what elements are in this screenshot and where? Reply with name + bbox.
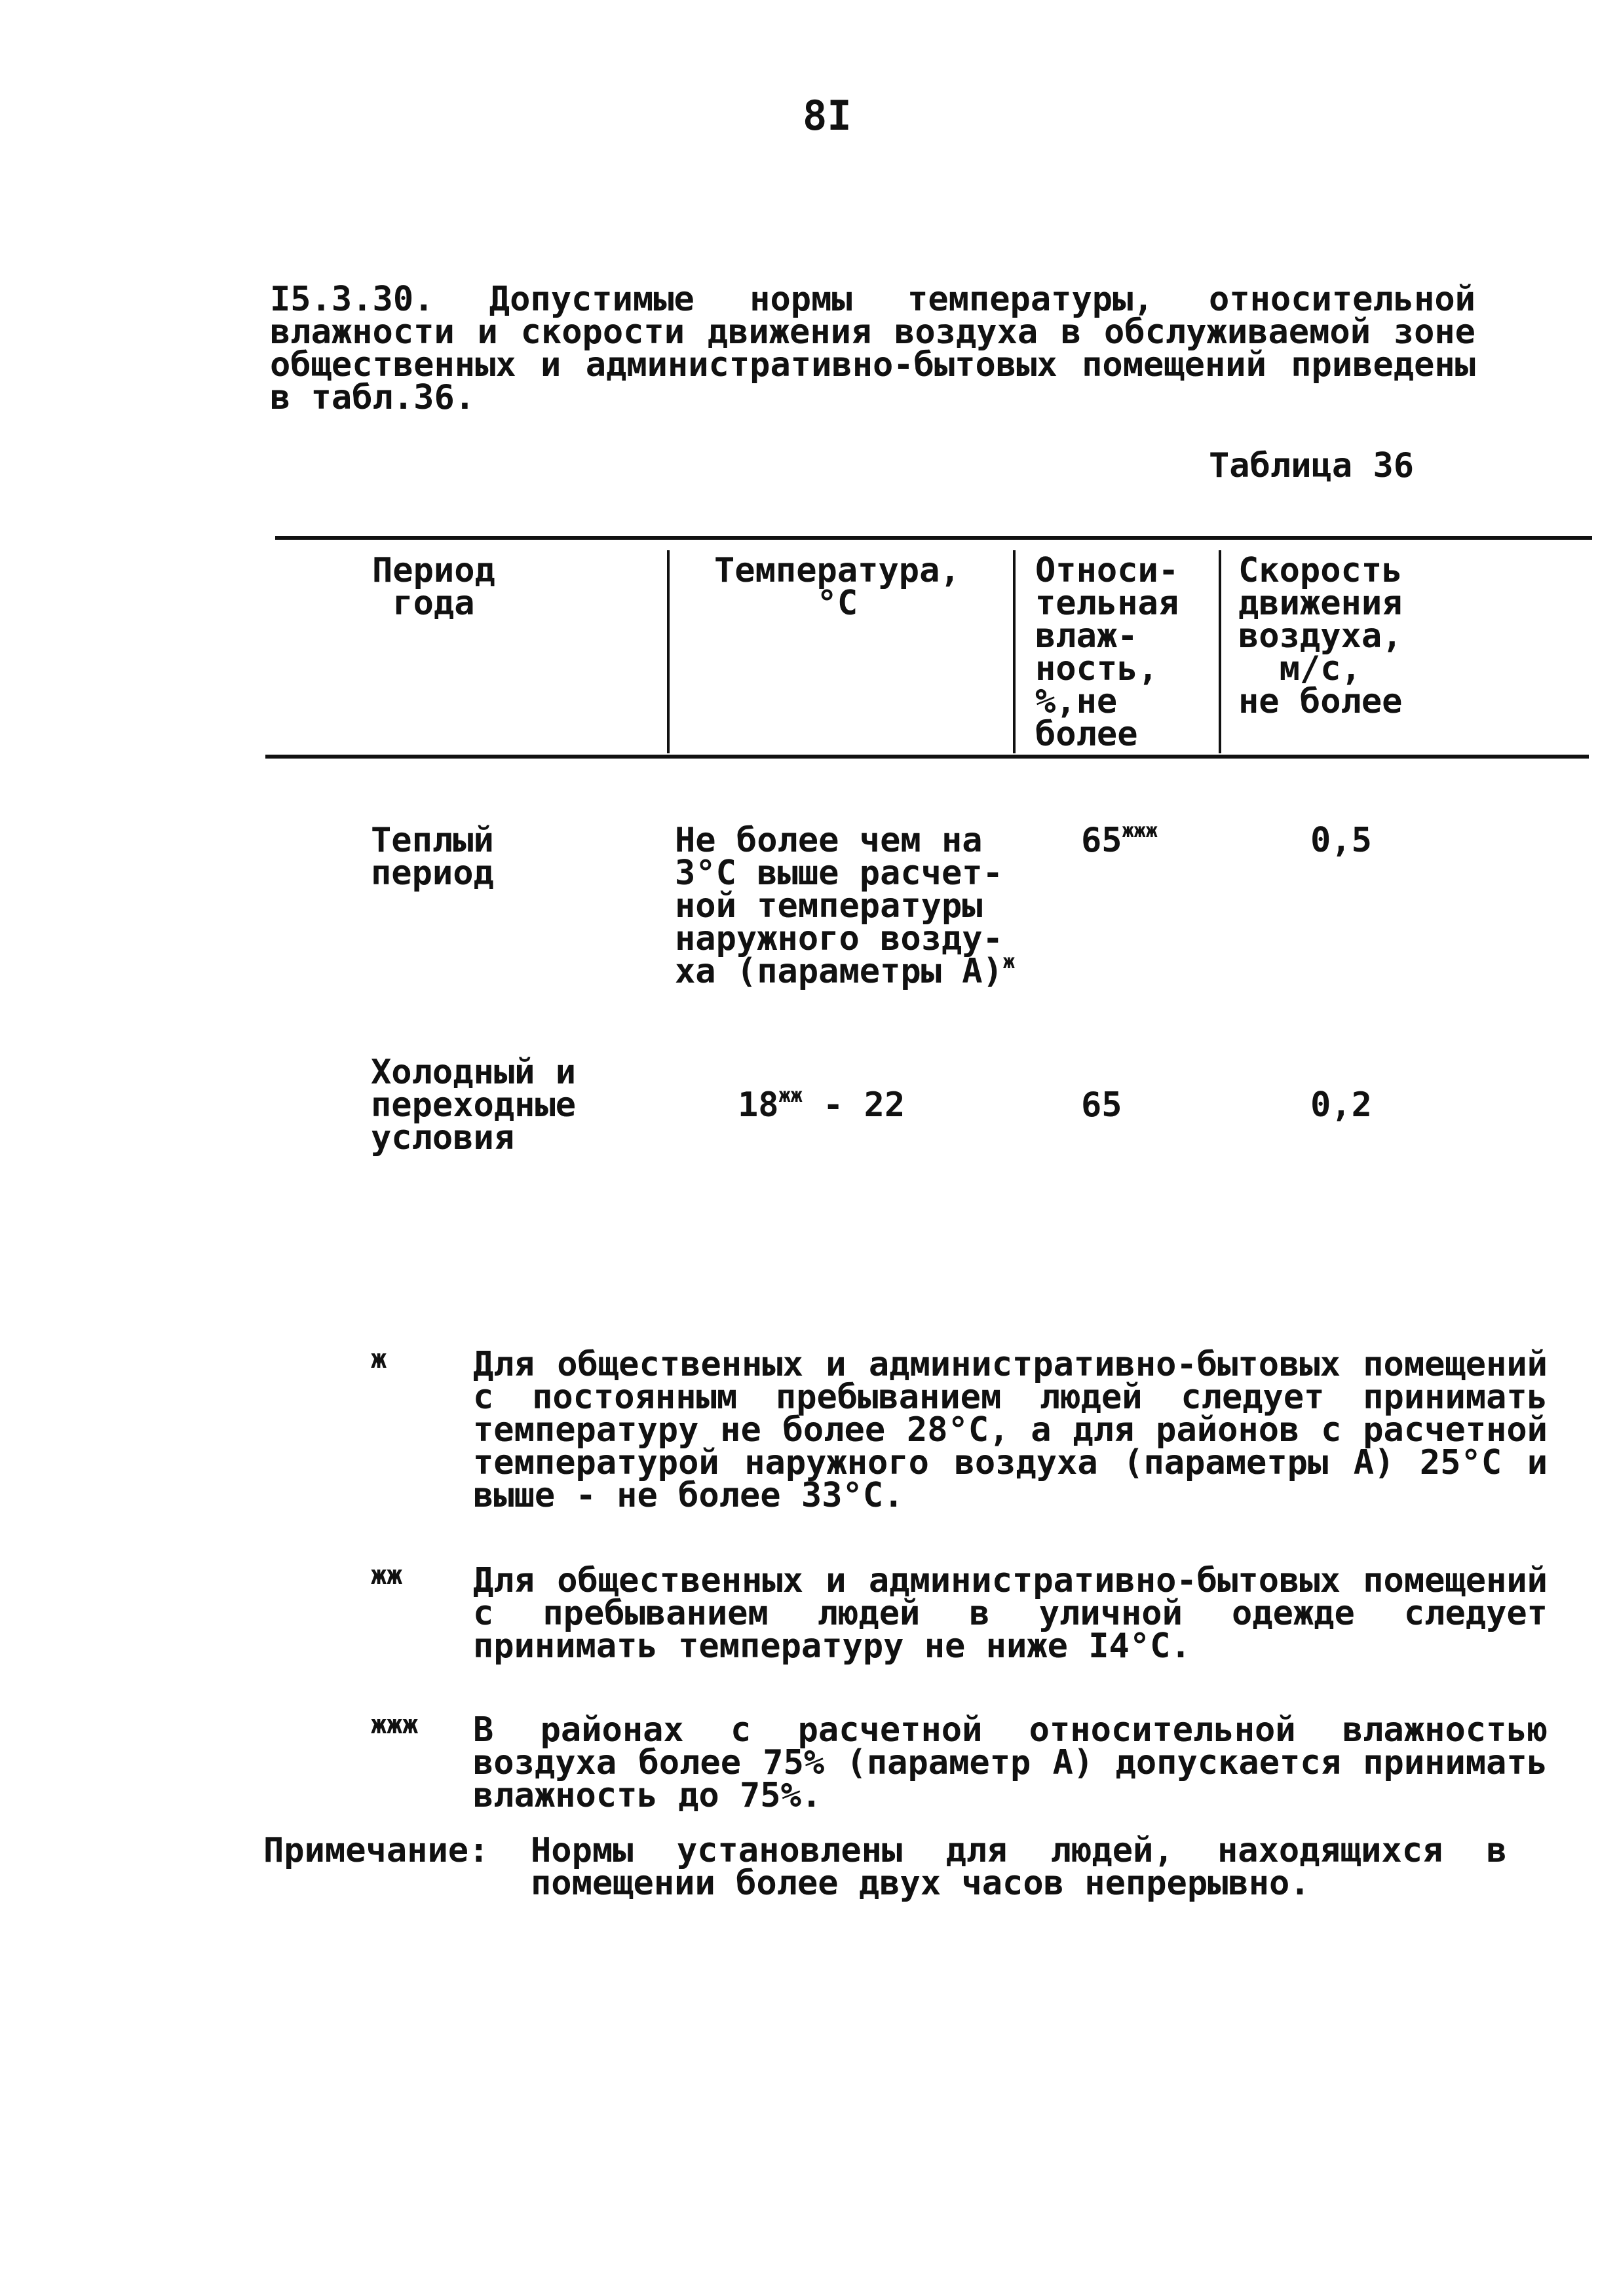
footnote-text: Для общественных и административно-бытовых помещений с постоянным пребыванием людей следует принимать температуру не более 28°С, а для районов с расчетной температурой наружного воздуха (параметры А) 25°С и выше - не более 33°С. (473, 1345, 1548, 1515)
footnote-mark: ж (371, 1344, 387, 1374)
note-text: Нормы установлены для людей, находящихся в помещении более двух часов непрерывно. (531, 1831, 1507, 1903)
cell-period: Теплый период (371, 821, 494, 893)
column-separator (667, 550, 670, 753)
footnote-ref: ж (1002, 950, 1015, 973)
table-header-rule (265, 755, 1589, 759)
header-period: Период года (372, 551, 495, 623)
cell-humidity (1081, 819, 1158, 860)
cell-velocity: 0,5 (1310, 821, 1372, 860)
table-caption: Таблица 36 (1209, 446, 1415, 485)
footnote-ref: жж (778, 1084, 803, 1107)
footnote-text: В районах с расчетной относительной влажностью воздуха более 75% (параметр А) допускается принимать влажность до 75%. (473, 1710, 1548, 1815)
header-temperature: Температура, °С (714, 551, 961, 623)
cell-temperature-text: Не более чем на 3°С выше расчет- ной температуры наружного возду- ха (параметры А) (675, 821, 1003, 991)
footnote-mark: жжж (371, 1710, 419, 1740)
header-humidity: Относи- тельная влаж- ность, %,не более (1035, 551, 1179, 754)
column-separator (1219, 550, 1221, 753)
note-label: Примечание: (263, 1831, 489, 1870)
intro-paragraph: I5.3.30. Допустимые нормы температуры, относительной влажности и скорости движения воздуха в обслуживаемой зоне общественных и административно-бытовых помещений приведены в табл.36. (270, 280, 1475, 417)
cell-temperature (738, 1084, 905, 1125)
cell-period: Холодный и переходные условия (371, 1053, 577, 1157)
page-number: 8I (803, 92, 852, 140)
cell-velocity: 0,2 (1310, 1085, 1372, 1125)
cell-temperature (675, 821, 1015, 991)
cell-temperature-from: 18 (738, 1085, 779, 1125)
cell-temperature-to: - 22 (802, 1085, 905, 1125)
footnote-mark: жж (371, 1560, 403, 1590)
footnote-ref: жжж (1122, 819, 1158, 842)
header-velocity: Скорость движения воздуха, м/с, не более (1238, 551, 1403, 721)
cell-humidity-value: 65 (1081, 821, 1122, 860)
table-top-rule (275, 536, 1592, 540)
footnote-text: Для общественных и административно-бытовых помещений с пребыванием людей в уличной одежде следует принимать температуру не ниже I4°С. (473, 1561, 1548, 1666)
column-separator (1013, 550, 1016, 753)
cell-humidity: 65 (1081, 1085, 1122, 1125)
